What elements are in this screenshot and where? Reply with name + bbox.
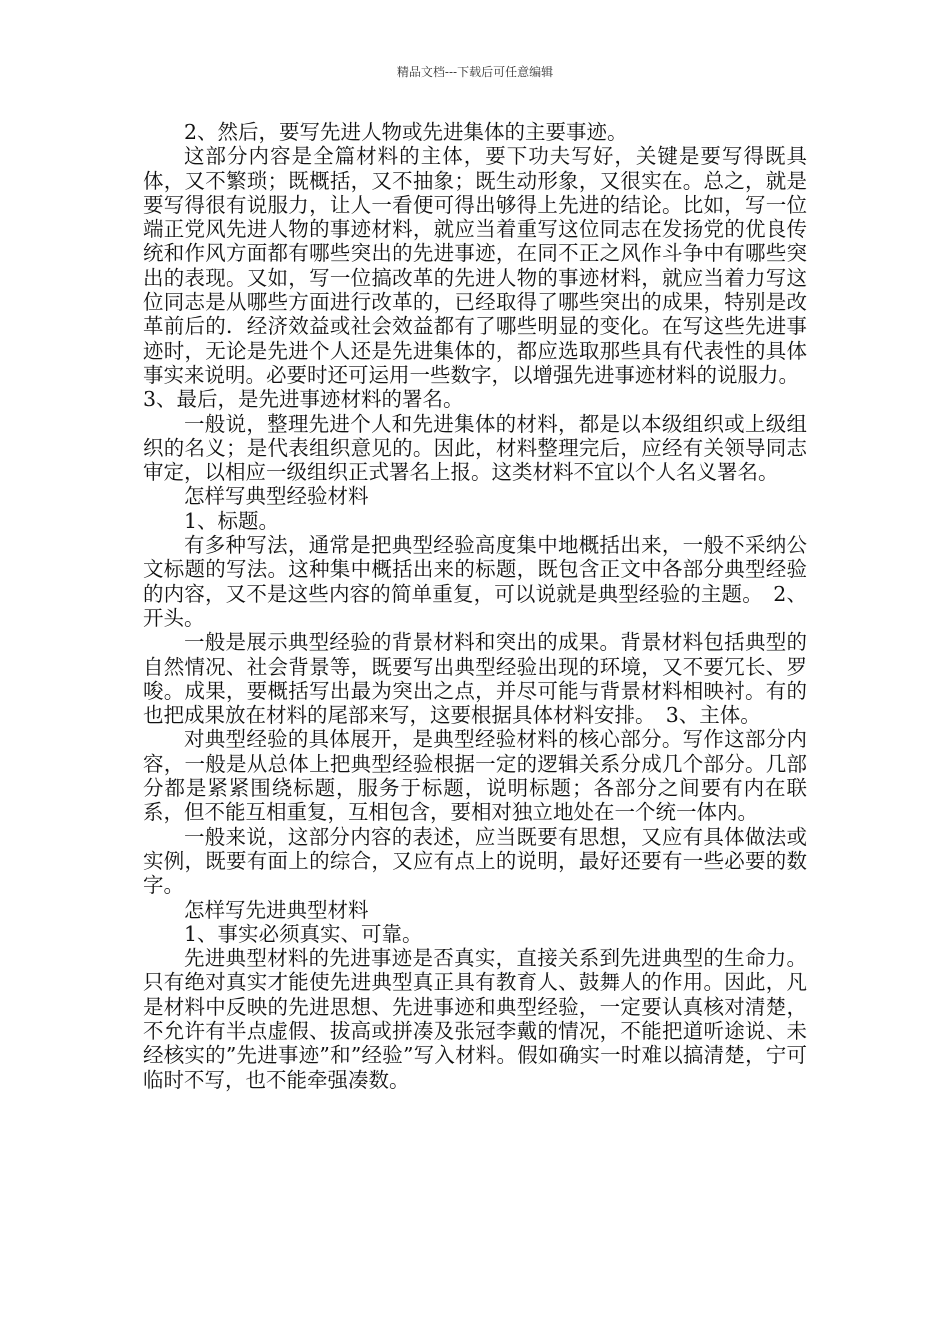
paragraph: 1、事实必须真实、可靠。 (184, 921, 423, 946)
section-heading: 怎样写典型经验材料 (184, 484, 369, 509)
paragraph: 1、标题。 (184, 508, 280, 533)
paragraph: 一般说，整理先进个人和先进集体的材料，都是以本级组织或上级组织的名义；是代表组织意见的。因此，材料整理完后，应经有关领导同志审定，以相应一级组织正式署名上报。这类材料不宜以个人名义署名。 (143, 411, 807, 485)
page-header: 精品文档---下载后可任意编辑 (396, 65, 554, 79)
section-heading: 怎样写先进典型材料 (184, 897, 369, 922)
paragraph: 这部分内容是全篇材料的主体，要下功夫写好，关键是要写得既具体，又不繁琐；既概括，又不抽象；既生动形象，又很实在。总之，就是要写得很有说服力，让人一看便可得出够得上先进的结论。比如，写一位端正党风先进人物的事迹材料，就应当着重写这位同志在发扬党的优良传统和作风方面都有哪些突出的先进事迹，在同不正之风作斗争中有哪些突出的表现。又如，写一位搞改革的先进人物的事迹材料，就应当着力写这位同志是从哪些方面进行改革的，已经取得了哪些突出的成果，特别是改革前后的．经济效益或社会效益都有了哪些明显的变化。在写这些先进事迹时，无论是先进个人还是先进集体的，都应选取那些具有代表性的具体事实来说明。必要时还可运用一些数字，以增强先进事迹材料的说服力。 (143, 144, 807, 387)
paragraph: 对典型经验的具体展开，是典型经验材料的核心部分。写作这部分内容，一般是从总体上把典型经验根据一定的逻辑关系分成几个部分。几部分都是紧紧围绕标题，服务于标题，说明标题；各部分之间要有内在联系，但不能互相重复，互相包含，要相对独立地处在一个统一体内。 (143, 727, 807, 825)
paragraph: 2、然后，要写先进人物或先进集体的主要事迹。 (184, 120, 628, 144)
paragraph: 一般是展示典型经验的背景材料和突出的成果。背景材料包括典型的自然情况、社会背景等，既要写出典型经验出现的环境，又不要冗长、罗唆。成果，要概括写出最为突出之点，并尽可能与背景材料相映衬。有的也把成果放在材料的尾部来写，这要根据具体材料安排。 3、主体。 (143, 630, 807, 728)
paragraph: 一般来说，这部分内容的表述，应当既要有思想，又应有具体做法或实例，既要有面上的综合，又应有点上的说明，最好还要有一些必要的数字。 (143, 824, 807, 898)
paragraph: 有多种写法，通常是把典型经验高度集中地概括出来，一般不采纳公文标题的写法。这种集中概括出来的标题，既包含正文中各部分典型经验的内容，又不是这些内容的简单重复，可以说就是典型经验的主题。 2、开头。 (143, 533, 807, 630)
document-body (143, 120, 807, 1092)
paragraph: 3、最后，是先进事迹材料的署名。 (143, 387, 464, 412)
paragraph: 先进典型材料的先进事迹是否真实，直接关系到先进典型的生命力。只有绝对真实才能使先进典型真正具有教育人、鼓舞人的作用。因此，凡是材料中反映的先进思想、先进事迹和典型经验，一定要认真核对清楚，不允许有半点虚假、拔高或拼凑及张冠李戴的情况，不能把道听途说、未经核实的”先进事迹”和”经验”写入材料。假如确实一时难以搞清楚，宁可临时不写，也不能牵强凑数。 (143, 946, 807, 1092)
